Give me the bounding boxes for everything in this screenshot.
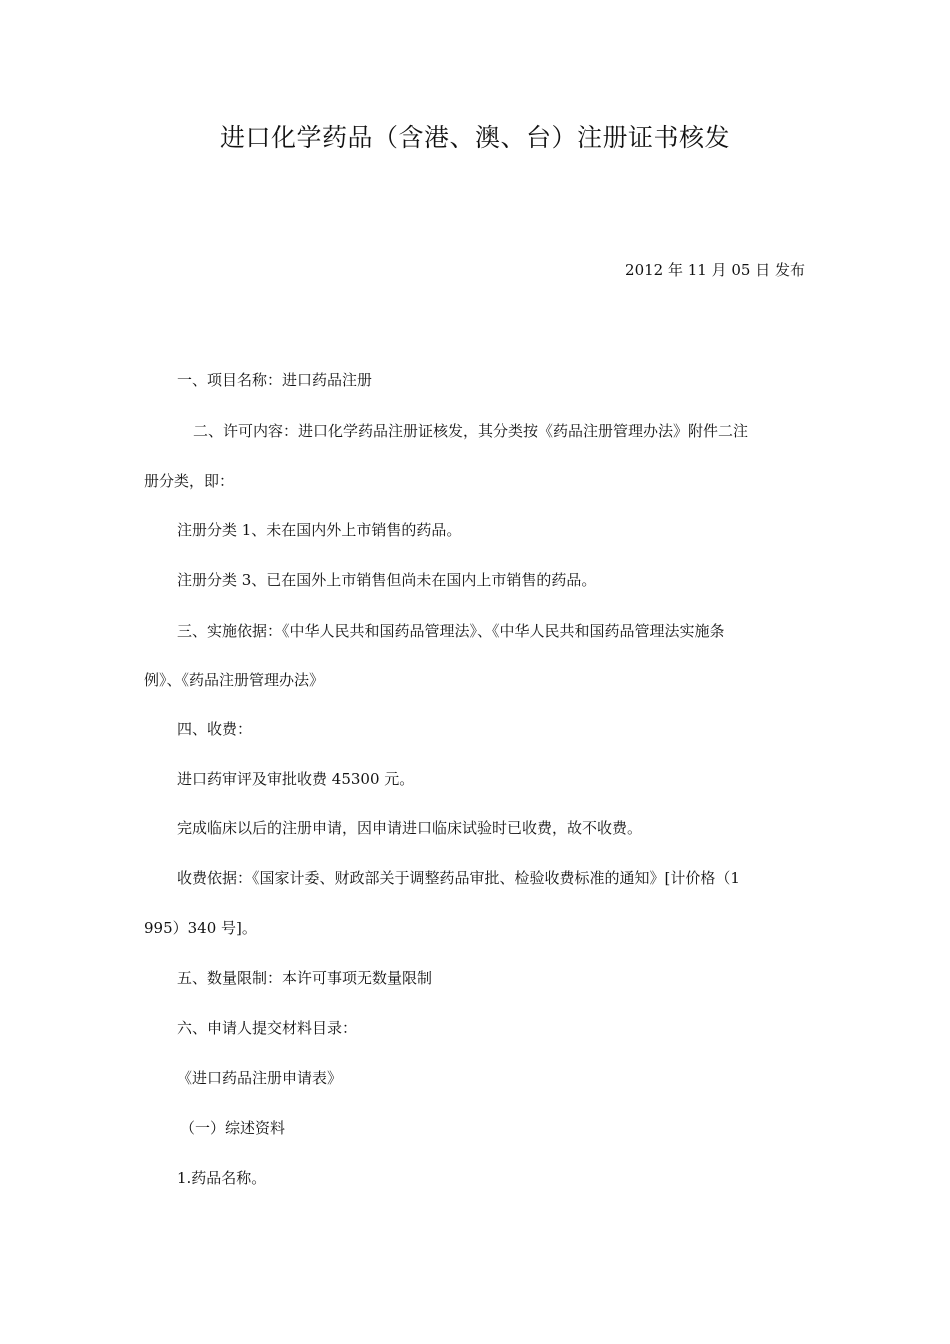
paragraph-drug-name: 1.药品名称。 [177,1169,267,1187]
paragraph-legal-basis: 三、实施依据：《中华人民共和国药品管理法》、《中华人民共和国药品管理法实施条 [177,622,725,640]
paragraph-fee-basis: 收费依据：《国家计委、财政部关于调整药品审批、检验收费标准的通知》[计价格（1 [177,869,740,887]
paragraph-fee-amount: 进口药审评及审批收费 45300 元。 [177,770,415,788]
paragraph-quantity-limit: 五、数量限制：本许可事项无数量限制 [177,969,433,987]
paragraph-permit-content-cont: 册分类，即： [144,472,235,490]
paragraph-category-1: 注册分类 1、未在国内外上市销售的药品。 [177,521,462,539]
document-title: 进口化学药品（含港、澳、台）注册证书核发 [219,123,730,152]
paragraph-permit-content: 二、许可内容：进口化学药品注册证核发，其分类按《药品注册管理办法》附件二注 [193,422,749,440]
paragraph-fee-basis-cont: 995）340 号]。 [144,919,257,937]
paragraph-application-form: 《进口药品注册申请表》 [177,1069,343,1087]
paragraph-materials-heading: 六、申请人提交材料目录： [177,1019,358,1037]
paragraph-summary-section: （一）综述资料 [180,1119,286,1137]
paragraph-fee-exemption: 完成临床以后的注册申请，因申请进口临床试验时已收费，故不收费。 [177,819,643,837]
paragraph-item-name: 一、项目名称：进口药品注册 [177,371,373,389]
paragraph-category-3: 注册分类 3、已在国外上市销售但尚未在国内上市销售的药品。 [177,571,597,589]
paragraph-legal-basis-cont: 例》、《药品注册管理办法》 [144,671,325,689]
paragraph-fees-heading: 四、收费： [177,720,253,738]
publish-date: 2012 年 11 月 05 日 发布 [625,261,805,279]
